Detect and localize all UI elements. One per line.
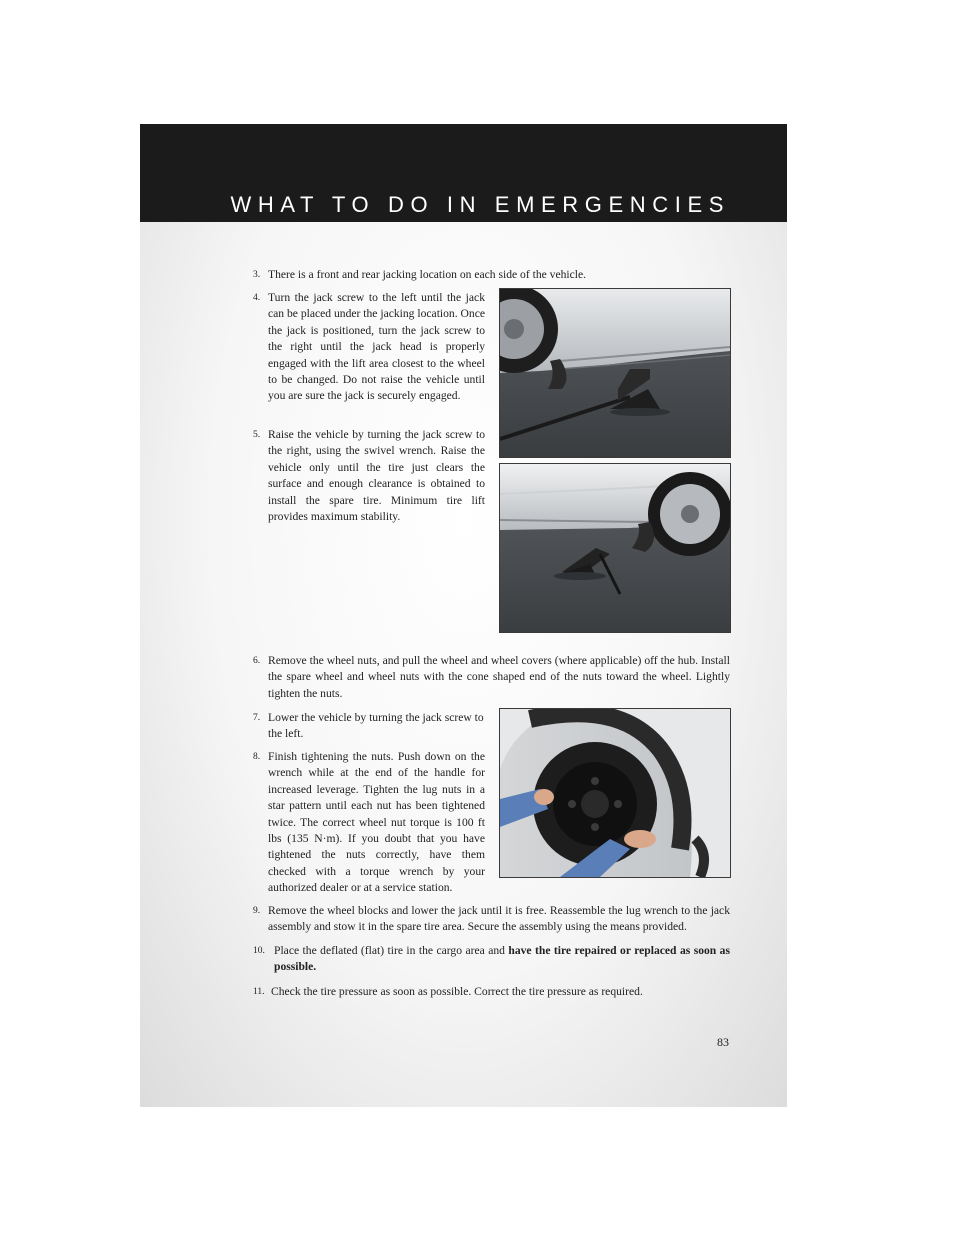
- step-text: [274, 943, 730, 976]
- step-7: [253, 710, 485, 743]
- step-text-bold: have the tire repaired or replaced as soon as possible.: [274, 944, 730, 974]
- step-text: Turn the jack screw to the left until the jack can be placed under the jacking location. Once the jack is positioned, turn the jack screw to the right until the jack head is properly engaged with the lift area closest to the wheel to be changed. Do not raise the vehicle until you are sure the jack is securely engaged.: [268, 291, 485, 403]
- step-number: 6.: [253, 656, 261, 666]
- step-11: [253, 984, 730, 1000]
- step-number: 9.: [253, 906, 261, 916]
- step-number: 10.: [253, 946, 265, 956]
- step-text: Lower the vehicle by turning the jack screw to the left.: [268, 711, 484, 741]
- step-8: [253, 749, 485, 897]
- step-text: Remove the wheel nuts, and pull the wheel and wheel covers (where applicable) off the hub. Install the spare wheel and wheel nuts with the cone shaped end of the nuts toward the wheel. Lightly tighten the nuts.: [268, 654, 730, 700]
- jack-positioning-photo: [499, 288, 731, 458]
- step-10: [253, 943, 730, 976]
- step-text: Check the tire pressure as soon as possible. Correct the tire pressure as required.: [271, 985, 643, 998]
- step-6: [253, 653, 730, 702]
- mounting-spare-photo: [499, 708, 731, 878]
- step-text: Remove the wheel blocks and lower the jack until it is free. Reassemble the lug wrench to the jack assembly and stow it in the spare tire area. Secure the assembly using the means provided.: [268, 904, 730, 934]
- step-number: 8.: [253, 752, 261, 762]
- step-text-regular: Place the deflated (flat) tire in the cargo area and: [274, 944, 509, 957]
- step-number: 11.: [253, 987, 265, 997]
- step-number: 3.: [253, 270, 261, 280]
- section-title: WHAT TO DO IN EMERGENCIES: [230, 192, 730, 217]
- step-text: Raise the vehicle by turning the jack screw to the right, using the swivel wrench. Raise the vehicle only until the tire just clears the surface and enough clearance is obtained to install the spare tire. Minimum tire lift provides maximum stability.: [268, 428, 485, 524]
- step-4: [253, 290, 485, 405]
- step-9: [253, 903, 730, 936]
- step-number: 7.: [253, 713, 261, 723]
- section-header: [140, 124, 787, 222]
- step-number: 5.: [253, 430, 261, 440]
- step-text: Finish tightening the nuts. Push down on the wrench while at the end of the handle for increased leverage. Tighten the lug nuts in a star pattern until each nut has been tightened twice. The correct wheel nut torque is 100 ft lbs (135 N·m). If you doubt that you have tightened the nuts correctly, have them checked with a torque wrench by your authorized dealer or at a service station.: [268, 750, 485, 895]
- manual-page: [140, 124, 787, 1107]
- step-number: 4.: [253, 293, 261, 303]
- page-number: 83: [717, 1035, 729, 1049]
- step-text: There is a front and rear jacking location on each side of the vehicle.: [268, 268, 587, 281]
- raising-vehicle-photo: [499, 463, 731, 633]
- step-3: [253, 267, 731, 283]
- step-5: [253, 427, 485, 525]
